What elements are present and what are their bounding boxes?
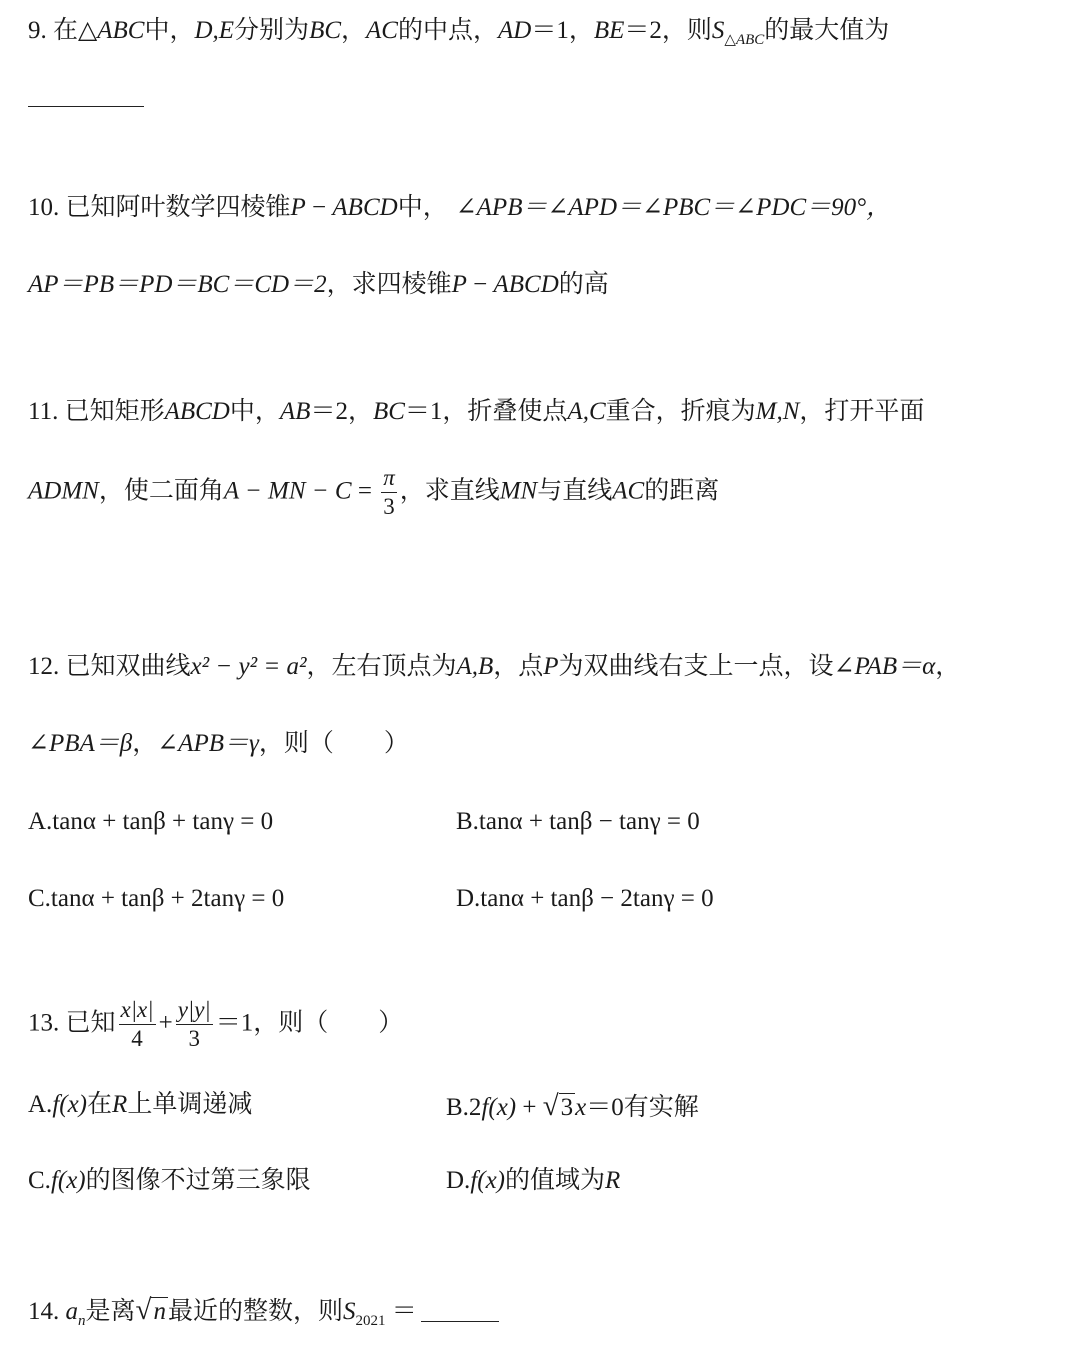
option-b-radicand: 3 — [560, 1094, 574, 1121]
q14-var: a — [65, 1298, 78, 1325]
q9-text: ， — [341, 17, 367, 44]
q13-fraction-y — [176, 998, 213, 1051]
option-d-text: D.tanα + tanβ − 2tanγ = 0 — [456, 885, 714, 912]
q11-number: 11. — [28, 398, 59, 425]
q10-var: P — [451, 271, 467, 298]
q9-var: AD — [498, 17, 532, 44]
q12-text: ，左右顶点为 — [306, 653, 457, 680]
q9-text: 的最大值为 — [764, 17, 890, 44]
q13-text: 已知 — [65, 1009, 116, 1037]
q10-var: ABCD — [493, 271, 559, 298]
q14-subscript: n — [78, 1313, 86, 1329]
q10-var: ABCD — [332, 194, 398, 221]
q10-text: 中， — [397, 194, 448, 221]
q12-option-b[interactable] — [456, 809, 700, 834]
q11-text: 已知矩形 — [64, 398, 165, 425]
q14-number: 14. — [28, 1298, 60, 1325]
option-b-text: B.tanα + tanβ − tanγ = 0 — [456, 808, 700, 835]
q11-text: = — [351, 477, 379, 505]
q12-text: ， — [935, 653, 961, 680]
option-a-func: f(x) — [52, 1091, 88, 1118]
fraction-denominator: 3 — [188, 1026, 200, 1052]
q14-radicand: n — [153, 1298, 166, 1325]
q14-text: 是离 — [85, 1298, 136, 1325]
sqrt-icon: √ — [135, 1294, 152, 1326]
q12-text: 为双曲线右支上一点，设 — [558, 653, 834, 680]
q14-text: ＝ — [385, 1298, 417, 1325]
q9-var: ABC — [97, 17, 145, 44]
q9-answer-blank[interactable] — [28, 84, 144, 109]
question-11-line-1 — [28, 399, 924, 424]
q9-text: 中， — [144, 17, 195, 44]
option-c-func: f(x) — [50, 1167, 86, 1194]
option-b-label: B.2 — [446, 1094, 482, 1121]
q10-text: 的高 — [558, 271, 609, 298]
question-13-line-1 — [28, 998, 403, 1051]
option-b-text: + — [516, 1094, 543, 1121]
option-b-var: x — [575, 1094, 587, 1121]
q9-text: ＝1， — [531, 17, 594, 44]
option-d-text: 的值域为 — [505, 1167, 606, 1194]
q9-var: BC — [309, 17, 342, 44]
fraction-numerator: π — [381, 466, 397, 493]
q10-text: − — [305, 194, 333, 221]
option-c-text: C.tanα + tanβ + 2tanγ = 0 — [28, 885, 285, 912]
sqrt-icon: √ — [542, 1090, 559, 1122]
option-b-text: ＝0有实解 — [586, 1094, 699, 1121]
option-a-text: 上单调递减 — [127, 1091, 253, 1118]
q10-angle-conditions: ∠APB＝∠APD＝∠PBC＝∠PDC＝90°， — [455, 194, 892, 221]
q9-var: S — [711, 17, 725, 44]
q9-text: 在△ — [53, 17, 98, 44]
q12-text: ，点 — [493, 653, 544, 680]
q11-var: A,C — [567, 398, 606, 425]
q10-text: − — [466, 271, 494, 298]
q13-text: ＝1，则（ ） — [215, 1009, 404, 1037]
fraction-numerator: x|x| — [119, 998, 156, 1025]
q12-angle: ∠PBA＝β — [28, 730, 133, 757]
q14-text: 最近的整数，则 — [167, 1298, 343, 1325]
option-d-var: R — [605, 1167, 621, 1194]
q13-option-b[interactable] — [446, 1092, 699, 1121]
question-12-line-1 — [28, 654, 960, 679]
q11-var: BC — [372, 398, 405, 425]
q12-angle: ∠PAB＝α — [833, 653, 936, 680]
q13-option-d[interactable] — [446, 1168, 620, 1193]
q11-text: ，使二面角 — [98, 477, 224, 505]
q14-var: S — [342, 1298, 356, 1325]
q9-number: 9. — [28, 17, 47, 44]
question-12-line-2 — [28, 731, 409, 756]
q12-option-a[interactable] — [28, 809, 273, 834]
fraction-numerator: y|y| — [176, 998, 213, 1025]
q11-text: 与直线 — [537, 477, 613, 505]
option-c-text: 的图像不过第三象限 — [85, 1167, 311, 1194]
option-d-func: f(x) — [470, 1167, 506, 1194]
q10-var: P — [290, 194, 306, 221]
option-a-text: 在 — [87, 1091, 113, 1118]
q12-text: 已知双曲线 — [65, 653, 191, 680]
q9-var: BE — [593, 17, 625, 44]
q12-text: ， — [132, 730, 158, 757]
q11-text: ，求直线 — [399, 477, 500, 505]
q11-text: ，打开平面 — [799, 398, 925, 425]
q14-answer-blank[interactable] — [421, 1321, 499, 1322]
q12-text: ，则（ ） — [258, 730, 409, 757]
q11-fraction — [381, 466, 397, 519]
q11-text: ＝1，折叠使点 — [404, 398, 568, 425]
fraction-denominator: 3 — [383, 494, 395, 520]
q9-var: AC — [366, 17, 398, 44]
q9-text: 分别为 — [234, 17, 310, 44]
option-a-var: R — [112, 1091, 128, 1118]
q11-text: 中， — [229, 398, 280, 425]
q13-fraction-x — [119, 998, 156, 1051]
q9-var: D,E — [194, 17, 235, 44]
q10-text: 已知阿叶数学四棱锥 — [65, 194, 291, 221]
option-b-func: f(x) — [481, 1094, 517, 1121]
q13-option-a[interactable] — [28, 1092, 252, 1117]
q13-plus: + — [158, 1009, 173, 1037]
q10-text: ，求四棱锥 — [326, 271, 452, 298]
q12-var: P — [543, 653, 559, 680]
question-11-line-2 — [28, 466, 719, 519]
q9-text: 的中点， — [397, 17, 498, 44]
q13-number: 13. — [28, 1009, 60, 1037]
q11-text: 重合，折痕为 — [605, 398, 756, 425]
q11-dihedral: A − MN − C — [223, 477, 352, 505]
q10-lengths: AP＝PB＝PD＝BC＝CD＝2 — [28, 271, 327, 298]
q12-var: A,B — [456, 653, 494, 680]
option-a-text: A.tanα + tanβ + tanγ = 0 — [28, 808, 274, 835]
q12-hyperbola-equation: x² − y² = a² — [190, 653, 307, 680]
q12-option-c[interactable] — [28, 886, 284, 911]
q11-var: ADMN — [28, 477, 99, 505]
q12-option-d[interactable] — [456, 886, 714, 911]
question-14-line-1 — [28, 1296, 499, 1329]
q11-var: ABCD — [164, 398, 230, 425]
q11-var: M,N — [755, 398, 800, 425]
option-a-label: A. — [28, 1091, 53, 1118]
q11-var: AB — [279, 398, 311, 425]
q9-text: ＝2，则 — [624, 17, 712, 44]
question-10-line-1 — [28, 195, 891, 220]
q13-option-c[interactable] — [28, 1168, 311, 1193]
question-10-line-2 — [28, 272, 609, 297]
q11-var: MN — [499, 477, 538, 505]
q11-text: ＝2， — [310, 398, 373, 425]
option-d-label: D. — [446, 1167, 471, 1194]
q12-angle: ∠APB＝γ — [157, 730, 259, 757]
q11-text: 的距离 — [644, 477, 720, 505]
q12-number: 12. — [28, 653, 60, 680]
q14-subscript: 2021 — [355, 1313, 386, 1329]
question-9-line-1 — [28, 18, 889, 48]
fraction-denominator: 4 — [131, 1026, 143, 1052]
q11-var: AC — [612, 477, 645, 505]
q10-number: 10. — [28, 194, 60, 221]
option-c-label: C. — [28, 1167, 51, 1194]
q9-subscript: △ABC — [724, 32, 765, 48]
